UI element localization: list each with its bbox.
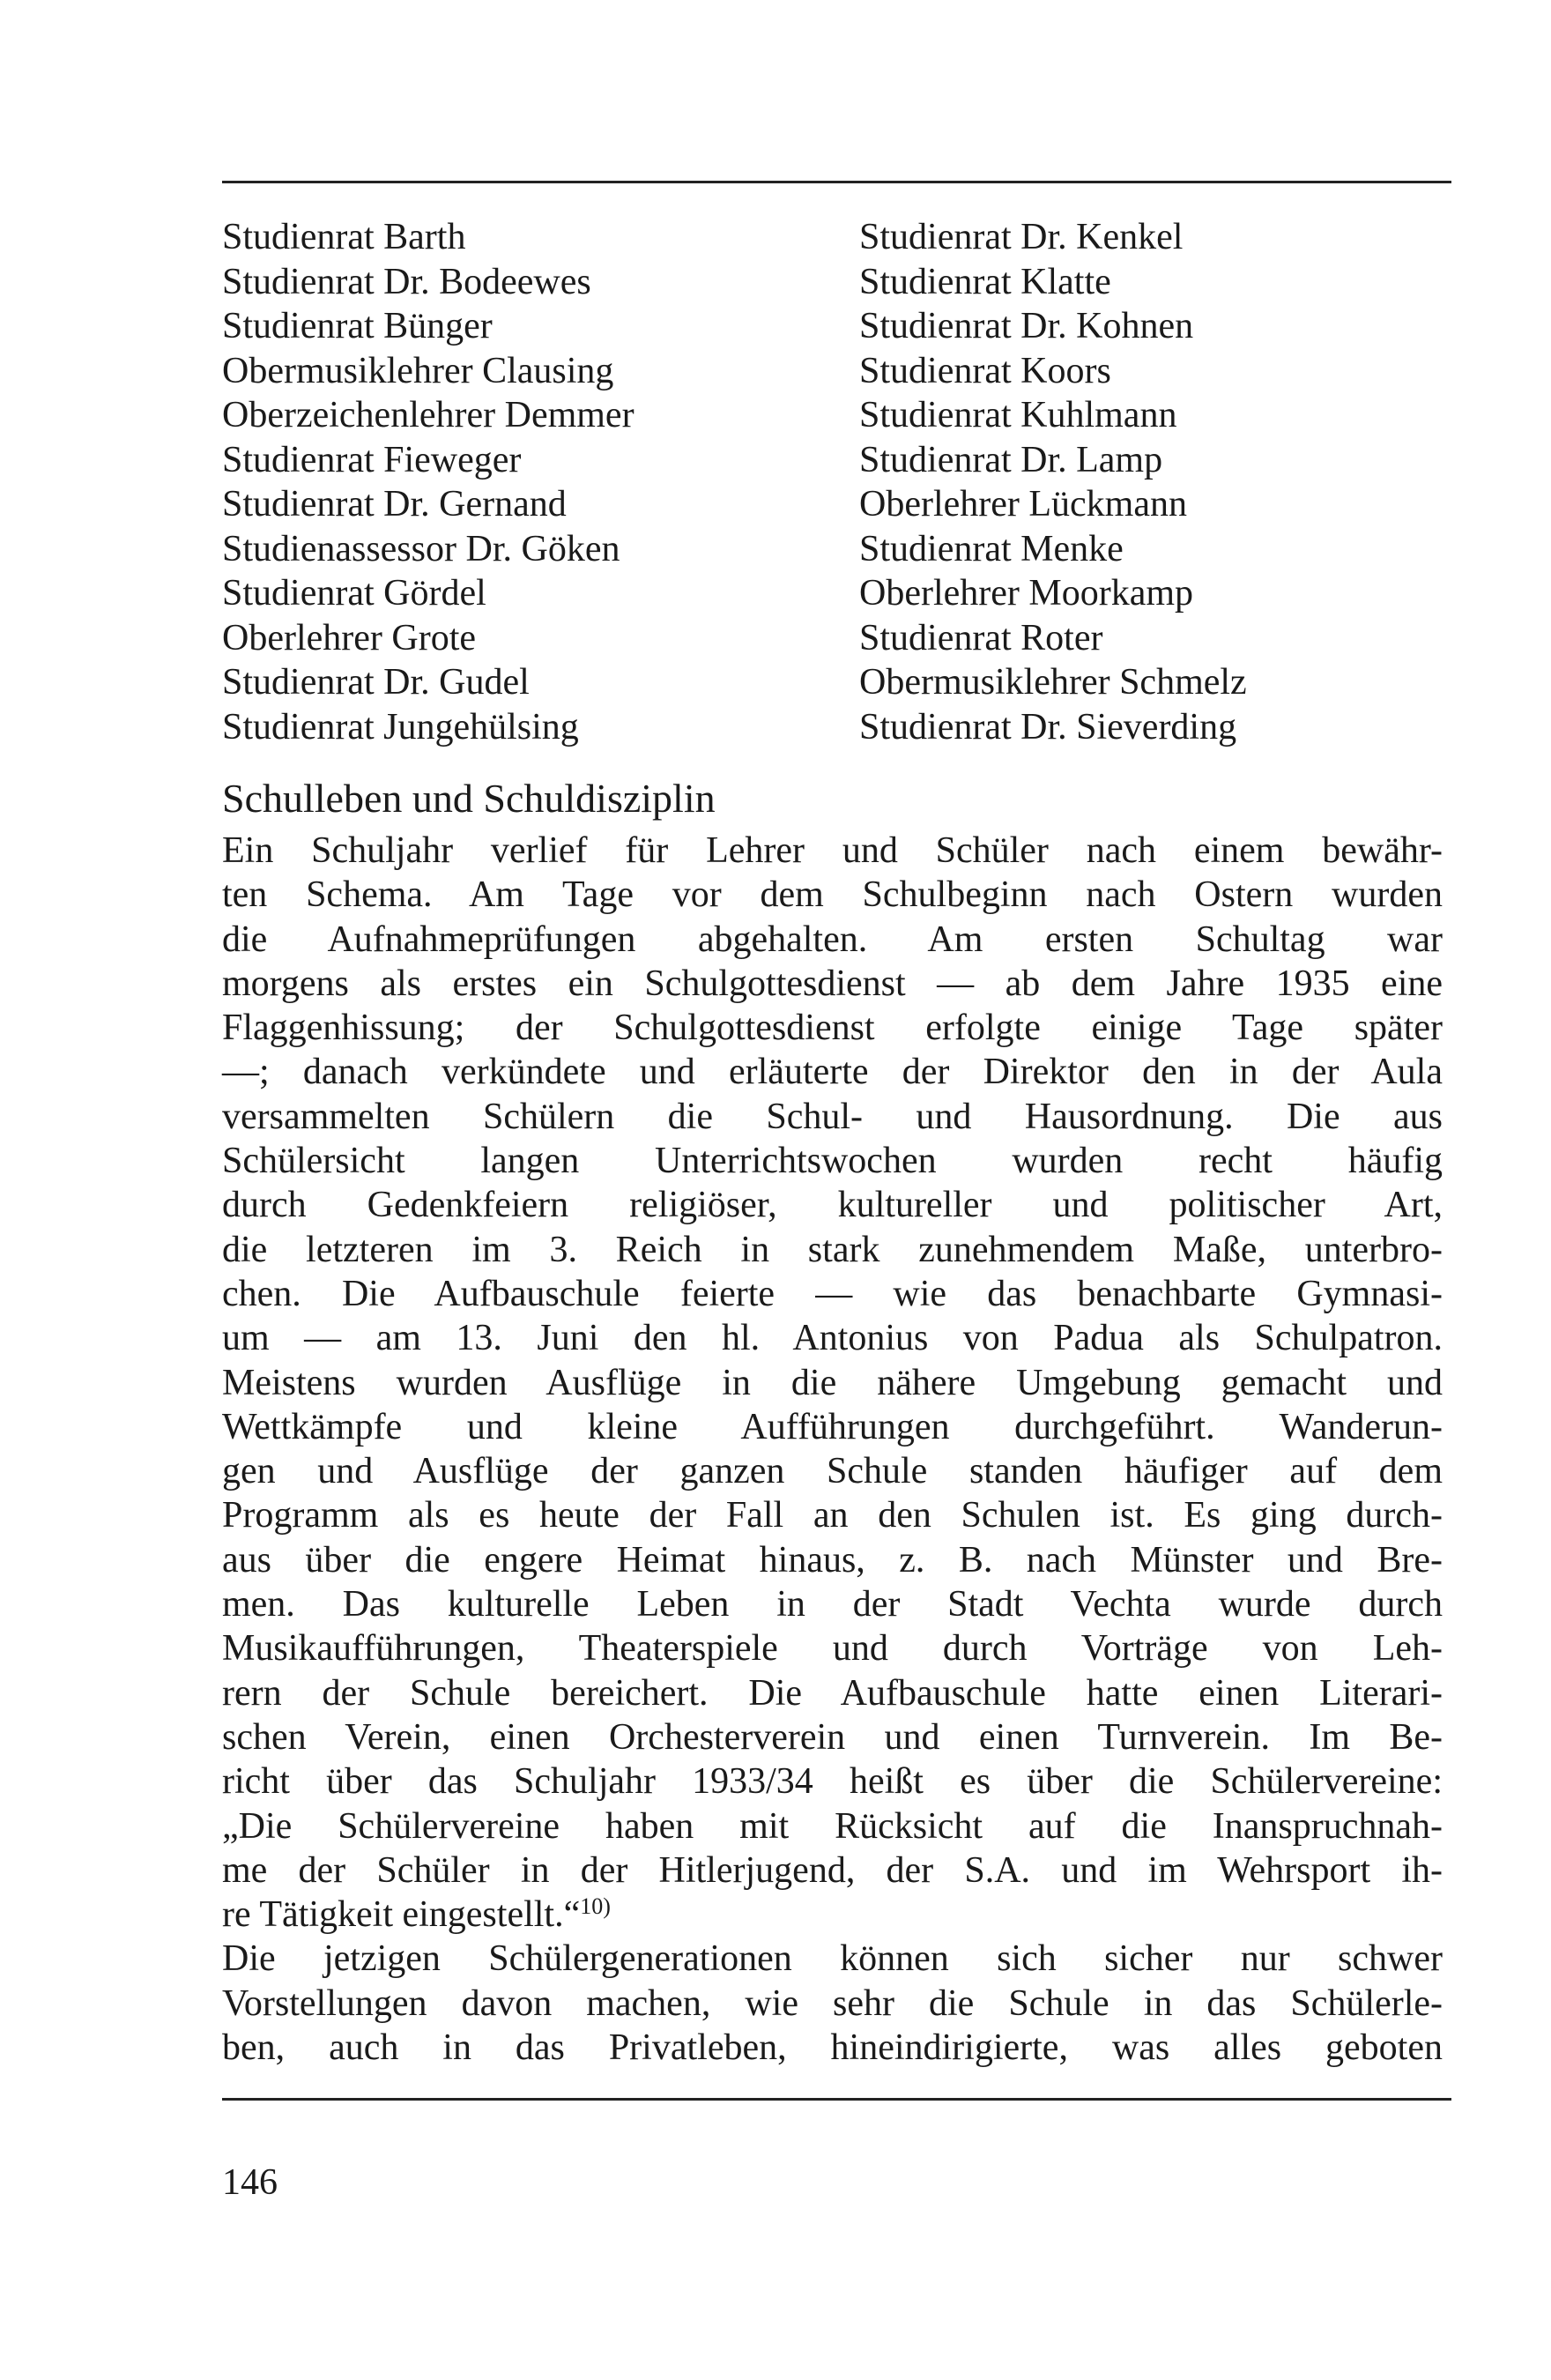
text-line [222, 1582, 1443, 1626]
staff-list-item: Studienrat Dr. Sieverding [859, 706, 1237, 747]
text-line [222, 1183, 1443, 1227]
text-line [222, 1626, 1443, 1670]
text-line-content: Ein Schuljahr verlief für Lehrer und Schüler nach einem bewähr- [222, 830, 1443, 871]
staff-list-item: Studienrat Klatte [859, 261, 1111, 302]
text-line-content: Wettkämpfe und kleine Aufführungen durchgeführt. Wanderun- [222, 1406, 1443, 1447]
text-line-content: Musikaufführungen, Theaterspiele und durch Vorträge von Leh- [222, 1628, 1443, 1670]
text-line [222, 1449, 1443, 1493]
text-line [222, 1006, 1443, 1050]
staff-list-item: Obermusiklehrer Clausing [222, 350, 614, 391]
staff-list-item: Oberlehrer Lückmann [859, 484, 1187, 524]
text-line [222, 1095, 1443, 1139]
body-text [222, 829, 1443, 2070]
text-line-content: re Tätigkeit eingestellt.“ [222, 1894, 581, 1936]
top-rule [222, 181, 1451, 183]
staff-list-item: Studienrat Dr. Lamp [859, 439, 1163, 480]
text-line [222, 1804, 1443, 1848]
text-line [222, 1050, 1443, 1094]
footnote-reference: 10) [580, 1893, 611, 1920]
text-line-content: rern der Schule bereichert. Die Aufbauschule hatte einen Literari- [222, 1672, 1443, 1714]
text-line [222, 962, 1443, 1006]
staff-list-item: Oberzeichenlehrer Demmer [222, 395, 634, 435]
text-line-content: chen. Die Aufbauschule feierte — wie das benachbarte Gymnasi- [222, 1273, 1443, 1314]
text-line-content: Programm als es heute der Fall an den Schulen ist. Es ging durch- [222, 1495, 1443, 1536]
text-line-content: me der Schüler in der Hitlerjugend, der S.A. und im Wehrsport ih- [222, 1849, 1443, 1891]
text-line [222, 1671, 1443, 1715]
text-line-content: richt über das Schuljahr 1933/34 heißt es über die Schülervereine: [222, 1761, 1443, 1803]
staff-list-item: Studienrat Bünger [222, 306, 493, 346]
text-line-content: Schülersicht langen Unterrichtswochen wurden recht häufig [222, 1141, 1443, 1182]
staff-list-item: Studienrat Barth [222, 217, 466, 257]
bottom-rule [222, 2098, 1451, 2101]
staff-list-item: Obermusiklehrer Schmelz [859, 662, 1247, 703]
text-line-content: schen Verein, einen Orchesterverein und einen Turnverein. Im Be- [222, 1716, 1443, 1758]
text-line [222, 1493, 1443, 1537]
text-line-content: Flaggenhissung; der Schulgottesdienst erfolgte einige Tage später [222, 1008, 1443, 1049]
text-line-content: aus über die engere Heimat hinaus, z. B. nach Münster und Bre- [222, 1539, 1443, 1580]
text-line [222, 1715, 1443, 1759]
text-line [222, 1405, 1443, 1449]
text-line-content: morgens als erstes ein Schulgottesdienst — ab dem Jahre 1935 eine [222, 963, 1443, 1004]
staff-list-item: Studienrat Dr. Bodeewes [222, 261, 591, 302]
text-line: Die jetzigen Schülergenerationen können sich sicher nur schwer [222, 1938, 1443, 1980]
staff-list-item: Studienrat Dr. Kohnen [859, 306, 1194, 346]
text-line [222, 1272, 1443, 1316]
staff-list-item: Studienrat Fieweger [222, 439, 522, 480]
staff-list-right [859, 215, 1247, 749]
text-line [222, 1848, 1443, 1893]
staff-list-item: Oberlehrer Moorkamp [859, 573, 1194, 614]
text-line [222, 1361, 1443, 1405]
text-line [222, 1316, 1443, 1360]
staff-list-item: Studienrat Dr. Kenkel [859, 217, 1184, 257]
staff-list-item: Studienrat Menke [859, 528, 1124, 569]
text-line-content: durch Gedenkfeiern religiöser, kultureller und politischer Art, [222, 1185, 1443, 1226]
page-number: 146 [222, 2162, 278, 2203]
text-line [222, 918, 1443, 962]
text-line-content: men. Das kulturelle Leben in der Stadt Vechta wurde durch [222, 1584, 1443, 1625]
staff-list-item: Studienrat Dr. Gernand [222, 484, 567, 524]
text-line-content: —; danach verkündete und erläuterte der Direktor den in der Aula [222, 1052, 1443, 1093]
text-line-content: Meistens wurden Ausflüge in die nähere Umgebung gemacht und [222, 1362, 1443, 1403]
text-line-content: um — am 13. Juni den hl. Antonius von Padua als Schulpatron. [222, 1318, 1443, 1359]
staff-list-item: Oberlehrer Grote [222, 617, 477, 658]
staff-list-item: Studienrat Jungehülsing [222, 706, 579, 747]
text-line [222, 1228, 1443, 1272]
text-line [222, 1759, 1443, 1804]
text-line [222, 873, 1443, 917]
staff-list-item: Studienrat Koors [859, 350, 1111, 391]
text-line-content: „Die Schülervereine haben mit Rücksicht auf die Inanspruchnah- [222, 1805, 1443, 1847]
text-line: ben, auch in das Privatleben, hineindirigierte, was alles geboten [222, 2027, 1443, 2069]
text-line: Vorstellungen davon machen, wie sehr die Schule in das Schülerle- [222, 1982, 1443, 2024]
staff-list-item: Studienrat Kuhlmann [859, 395, 1177, 435]
text-line-content: die letzteren im 3. Reich in stark zunehmendem Maße, unterbro- [222, 1229, 1443, 1270]
staff-list-item: Studienrat Dr. Gudel [222, 662, 530, 703]
text-line [222, 1139, 1443, 1183]
staff-list-left [222, 215, 634, 749]
text-line [222, 829, 1443, 873]
text-line-content: ten Schema. Am Tage vor dem Schulbeginn nach Ostern wurden [222, 874, 1443, 916]
text-line [222, 1538, 1443, 1582]
section-heading: Schulleben und Schuldisziplin [222, 776, 716, 821]
text-line-content: gen und Ausflüge der ganzen Schule standen häufiger auf dem [222, 1451, 1443, 1492]
text-line-content: die Aufnahmeprüfungen abgehalten. Am ersten Schultag war [222, 919, 1443, 960]
staff-list-item: Studienassessor Dr. Göken [222, 528, 620, 569]
staff-list-item: Studienrat Roter [859, 617, 1103, 658]
text-line [222, 1893, 1443, 1937]
staff-list-item: Studienrat Gördel [222, 573, 486, 614]
text-line-content: versammelten Schülern die Schul- und Hausordnung. Die aus [222, 1096, 1443, 1137]
